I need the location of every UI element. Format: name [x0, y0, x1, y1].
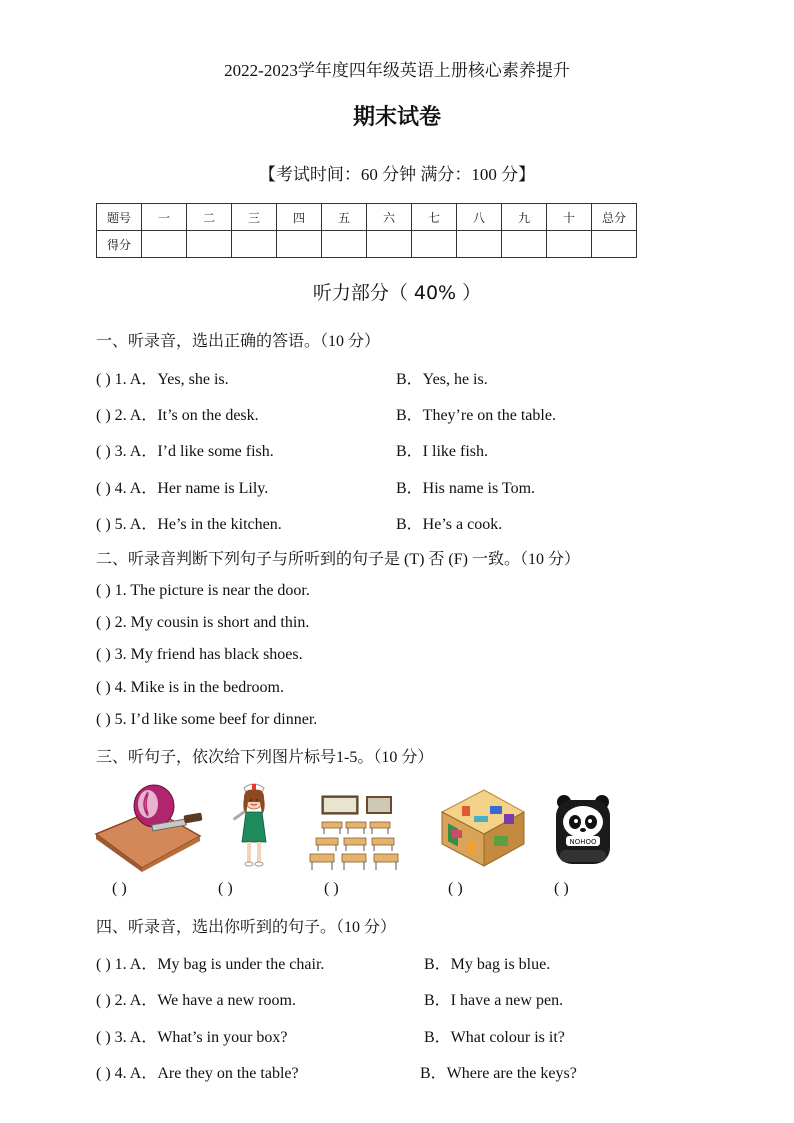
question-a: ( ) 2. A．It’s on the desk.	[96, 407, 259, 424]
question-a: ( ) 3. A．What’s in your box?	[96, 1029, 288, 1046]
listening-heading: 听力部分（ 40% ）	[312, 282, 482, 304]
exam-subtitle: 2022-2023学年度四年级英语上册核心素养提升	[224, 61, 570, 80]
section1-title: 一、听录音，选出正确的答语。（10 分）	[96, 333, 381, 350]
panda-backpack-icon	[552, 792, 614, 868]
question-b: B．He’s a cook.	[396, 516, 503, 533]
picture-blank: ( )	[448, 880, 463, 897]
tf-item: ( ) 2. My cousin is short and thin.	[96, 614, 310, 631]
table-cell: 八	[457, 204, 502, 231]
cutting-board-onion-icon	[94, 784, 206, 872]
table-cell: 总分	[592, 204, 637, 231]
room-interior-icon	[438, 786, 528, 870]
table-cell: 六	[367, 204, 412, 231]
section2-title: 二、听录音判断下列句子与所听到的句子是 (T) 否 (F) 一致。（10 分）	[96, 551, 580, 568]
question-b: B．Yes, he is.	[396, 371, 488, 388]
score-cell[interactable]	[412, 231, 457, 258]
tf-item: ( ) 5. I’d like some beef for dinner.	[96, 711, 318, 728]
table-cell: 九	[502, 204, 547, 231]
score-cell[interactable]	[232, 231, 277, 258]
score-cell[interactable]	[547, 231, 592, 258]
section3-title: 三、听句子，依次给下列图片标号1-5。（10 分）	[96, 749, 434, 766]
score-label: 得分	[97, 231, 142, 258]
score-table-score-row	[97, 231, 637, 258]
score-cell[interactable]	[322, 231, 367, 258]
question-a: ( ) 2. A．We have a new room.	[96, 992, 296, 1009]
tf-item: ( ) 1. The picture is near the door.	[96, 582, 310, 599]
picture-blank: ( )	[112, 880, 127, 897]
question-b: B．What colour is it?	[424, 1029, 565, 1046]
tf-item: ( ) 4. Mike is in the bedroom.	[96, 679, 284, 696]
table-cell: 一	[142, 204, 187, 231]
table-cell: 三	[232, 204, 277, 231]
table-cell: 四	[277, 204, 322, 231]
tf-item: ( ) 3. My friend has black shoes.	[96, 646, 303, 663]
question-a: ( ) 4. A．Are they on the table?	[96, 1065, 299, 1082]
question-a: ( ) 5. A．He’s in the kitchen.	[96, 516, 282, 533]
backpack-brand-text: NOHOO	[569, 838, 597, 846]
score-table-header-row	[97, 204, 637, 231]
table-cell: 七	[412, 204, 457, 231]
classroom-desks-icon	[306, 790, 404, 872]
question-b: B．Where are the keys?	[420, 1065, 577, 1082]
question-b: B．I have a new pen.	[424, 992, 564, 1009]
question-b: B．I like fish.	[396, 443, 488, 460]
nurse-icon	[228, 780, 280, 872]
score-cell[interactable]	[502, 231, 547, 258]
score-table	[96, 203, 637, 258]
picture-blank: ( )	[218, 880, 233, 897]
table-cell: 题号	[97, 204, 142, 231]
question-b: B．His name is Tom.	[396, 480, 536, 497]
picture-blank: ( )	[554, 880, 569, 897]
question-b: B．My bag is blue.	[424, 956, 551, 973]
question-a: ( ) 1. A．My bag is under the chair.	[96, 956, 325, 973]
score-cell[interactable]	[277, 231, 322, 258]
section4-title: 四、听录音，选出你听到的句子。（10 分）	[96, 919, 397, 936]
table-cell: 五	[322, 204, 367, 231]
exam-info: 【考试时间：60 分钟 满分：100 分】	[258, 165, 536, 184]
table-cell: 十	[547, 204, 592, 231]
score-cell[interactable]	[142, 231, 187, 258]
score-cell[interactable]	[592, 231, 637, 258]
score-cell[interactable]	[457, 231, 502, 258]
question-a: ( ) 4. A．Her name is Lily.	[96, 480, 269, 497]
table-cell: 二	[187, 204, 232, 231]
question-a: ( ) 1. A．Yes, she is.	[96, 371, 229, 388]
question-a: ( ) 3. A．I’d like some fish.	[96, 443, 274, 460]
score-cell[interactable]	[367, 231, 412, 258]
exam-title: 期末试卷	[352, 105, 441, 130]
question-b: B．They’re on the table.	[396, 407, 556, 424]
picture-blank: ( )	[324, 880, 339, 897]
score-cell[interactable]	[187, 231, 232, 258]
